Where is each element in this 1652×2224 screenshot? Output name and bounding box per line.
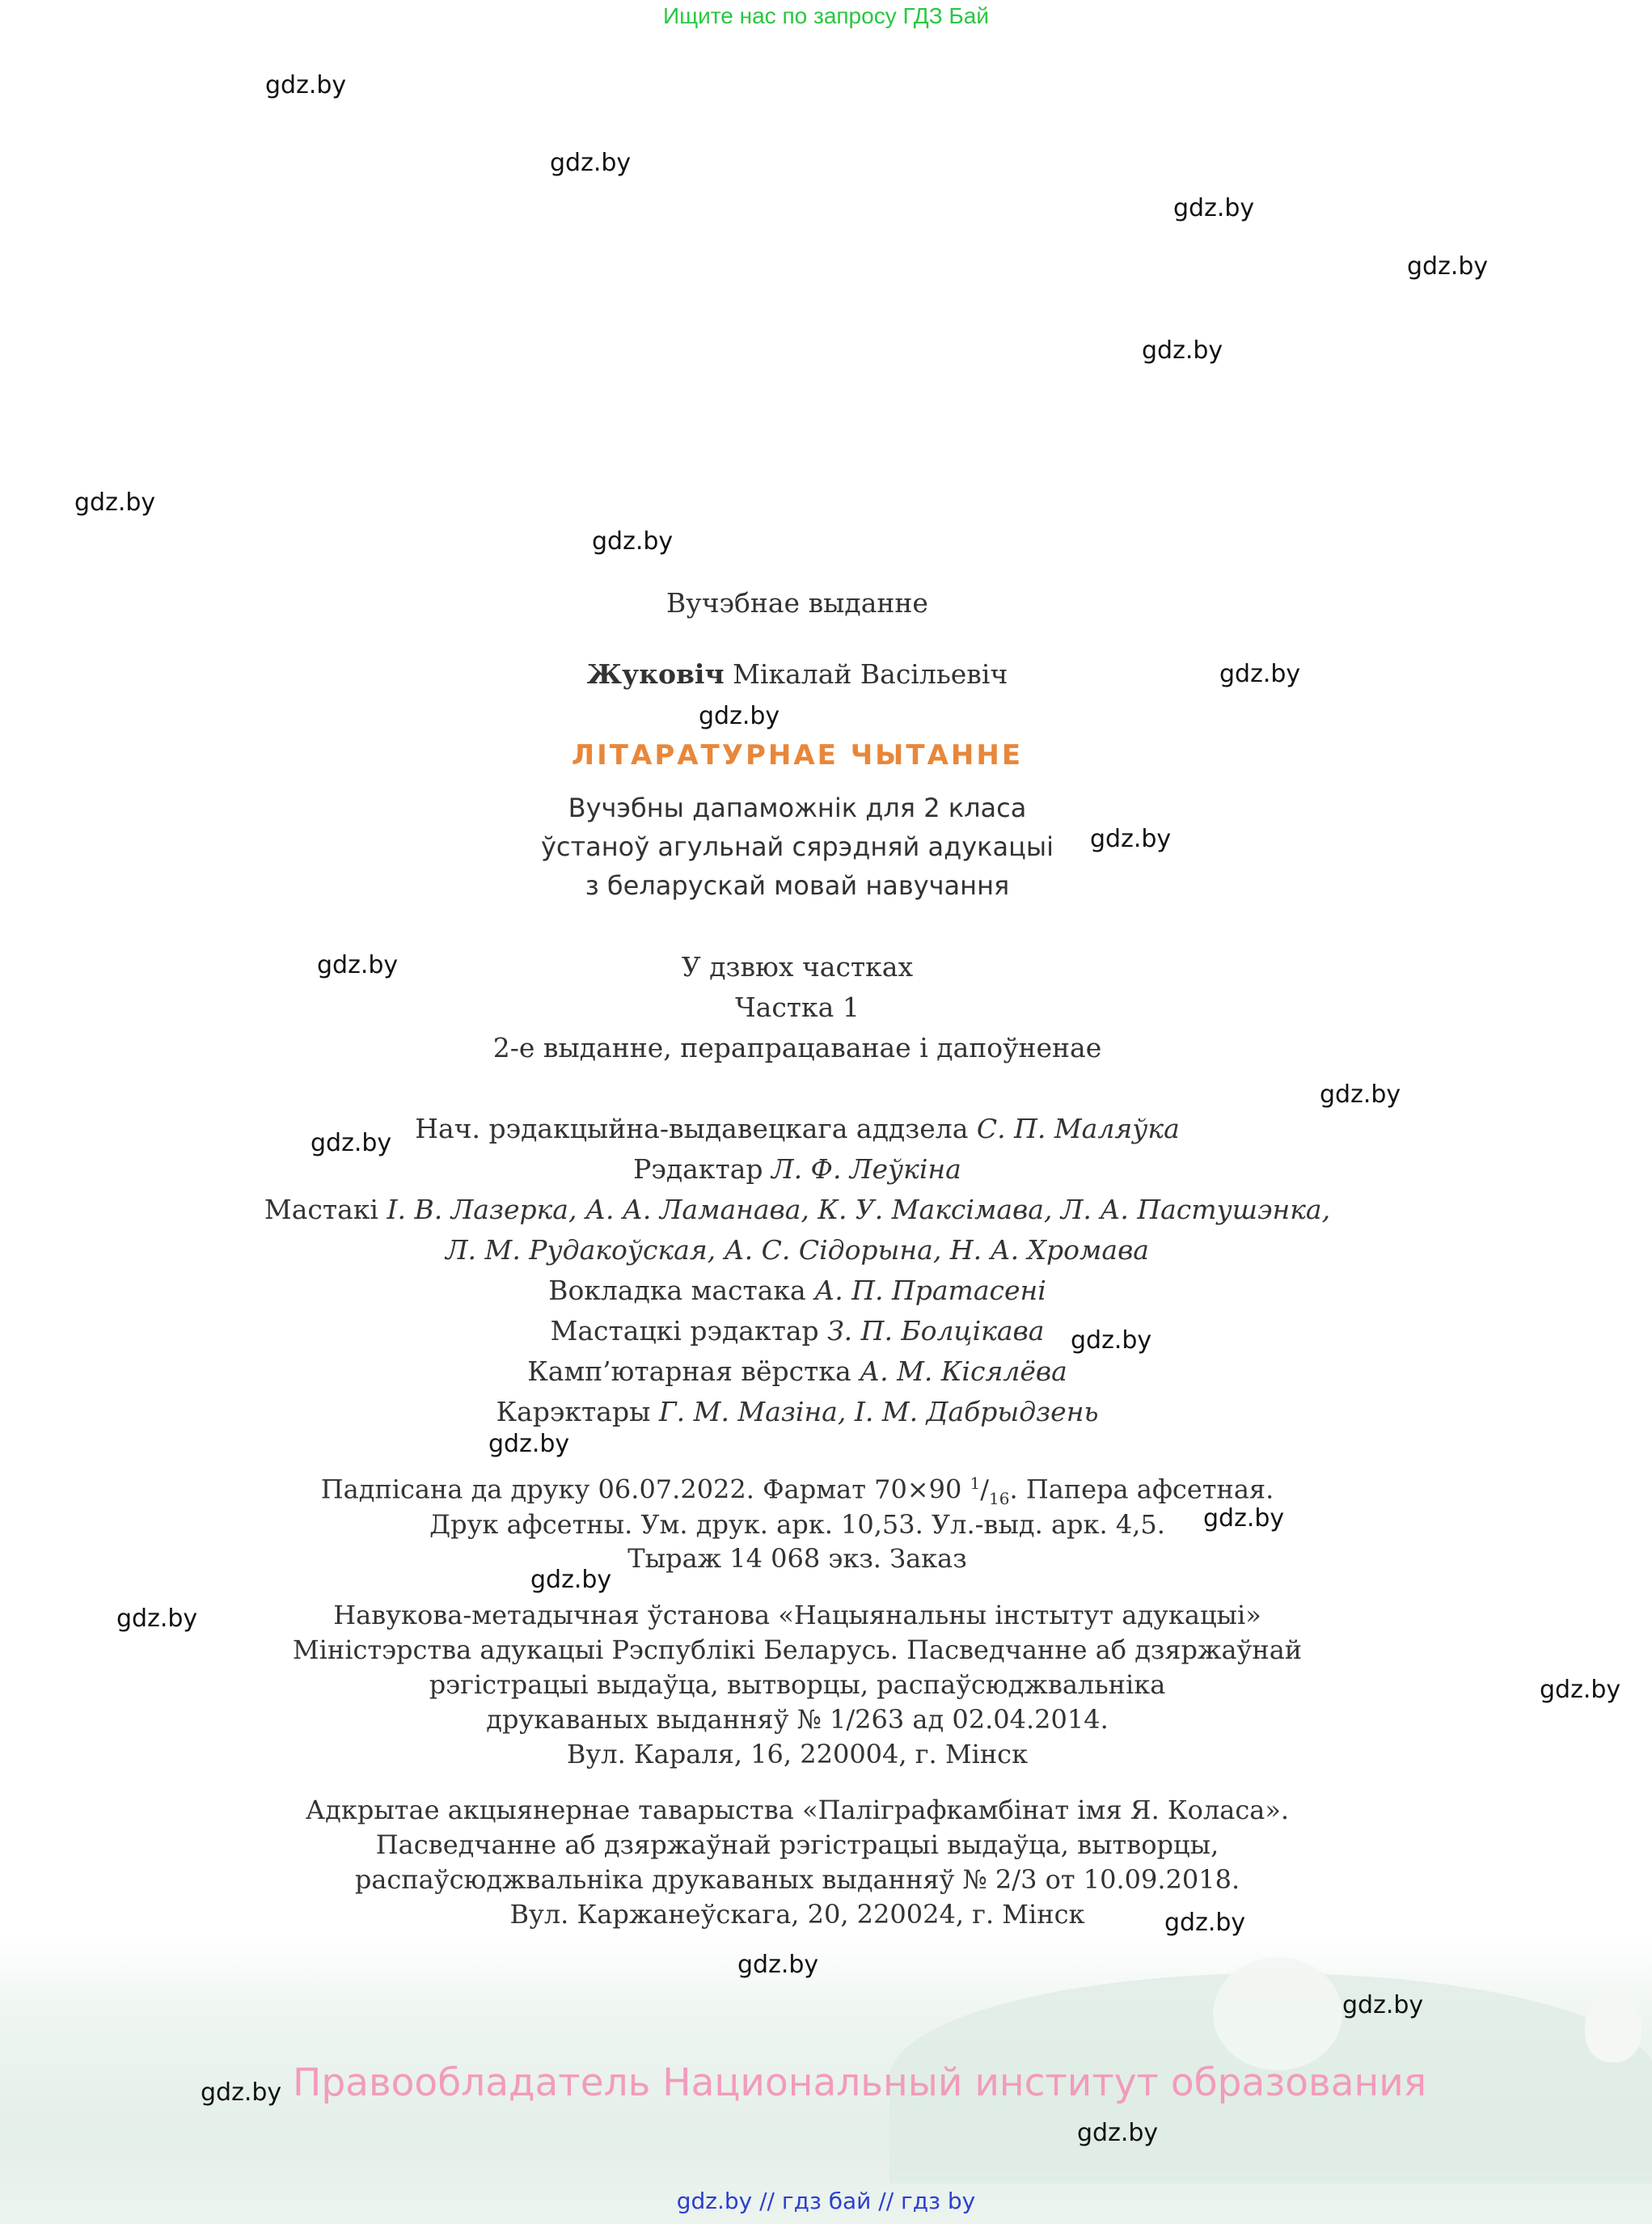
staff-role: Карэктары xyxy=(496,1396,651,1427)
background-spot xyxy=(1213,1957,1342,2070)
staff-line xyxy=(0,1275,1595,1306)
imprint-line: Друк афсетны. Ум. друк. арк. 10,53. Ул.-выд. арк. 4,5. xyxy=(429,1509,1165,1540)
staff-names: І. В. Лазерка, А. А. Ламанава, К. У. Максімава, Л. А. Пастушэнка, xyxy=(387,1194,1331,1225)
printer-line: Пасведчанне аб дзяржаўнай рэгістрацыі выдаўца, вытворцы, xyxy=(375,1829,1219,1860)
watermark: gdz.by xyxy=(265,71,347,99)
edition-type: Вучэбнае выданне xyxy=(666,587,928,619)
watermark: gdz.by xyxy=(1407,252,1489,281)
footer-links[interactable]: gdz.by // гдз бай // гдз by xyxy=(676,2188,976,2214)
edition-note: 2-е выданне, перапрацаванае і дапоўненае xyxy=(492,1032,1102,1063)
publisher-line: Міністэрства адукацыі Рэспублікі Беларусь. Пасведчанне аб дзяржаўнай xyxy=(292,1634,1303,1665)
staff-role: Мастакі xyxy=(264,1194,378,1225)
staff-names: Г. М. Мазіна, І. М. Дабрыдзень xyxy=(658,1396,1099,1427)
staff-role: Нач. рэдакцыйна-выдавецкага аддзела xyxy=(415,1113,969,1144)
author-surname: Жуковіч xyxy=(586,658,725,690)
watermark: gdz.by xyxy=(1203,1504,1285,1533)
publisher-line: Вул. Караля, 16, 220004, г. Мінск xyxy=(566,1739,1029,1769)
book-title: ЛІТАРАТУРНАЕ ЧЫТАННЕ xyxy=(571,739,1024,772)
watermark: gdz.by xyxy=(1219,660,1301,688)
staff-line xyxy=(0,1194,1595,1225)
part-number: Частка 1 xyxy=(735,991,860,1023)
staff-names: А. П. Пратасені xyxy=(814,1275,1046,1306)
staff-role: Мастацкі рэдактар xyxy=(550,1315,819,1347)
publisher-line: друкаваных выданняў № 1/263 ад 02.04.2014. xyxy=(486,1704,1109,1735)
printer-line: Вул. Каржанеўскага, 20, 220024, г. Мінск xyxy=(509,1899,1085,1930)
watermark: gdz.by xyxy=(488,1430,570,1458)
staff-line xyxy=(0,1355,1595,1387)
watermark: gdz.by xyxy=(530,1566,612,1594)
staff-role: Вокладка мастака xyxy=(548,1275,806,1306)
publisher-line: рэгістрацыі выдаўца, вытворцы, распаўсюджвальніка xyxy=(429,1669,1166,1700)
staff-line xyxy=(0,1396,1595,1427)
printer-line: Адкрытае акцыянернае таварыства «Паліграфкамбінат імя Я. Коласа». xyxy=(305,1795,1290,1825)
author-given-name: Мікалай Васільевіч xyxy=(733,658,1008,690)
fraction-numerator: 1 xyxy=(970,1474,981,1493)
staff-names: Л. М. Рудакоўская, А. С. Сідорына, Н. А. Хромава xyxy=(446,1234,1149,1266)
watermark: gdz.by xyxy=(699,702,780,730)
watermark: gdz.by xyxy=(1090,825,1172,853)
imprint-signed xyxy=(0,1474,1595,1508)
watermark: gdz.by xyxy=(592,527,674,556)
watermark: gdz.by xyxy=(1342,1991,1424,2019)
staff-line xyxy=(0,1315,1595,1347)
rights-holder: Правообладатель Национальный институт образования xyxy=(293,2061,1427,2105)
author-line xyxy=(0,658,1595,690)
parts-count: У дзвюх частках xyxy=(681,951,914,983)
watermark: gdz.by xyxy=(74,488,156,517)
watermark: gdz.by xyxy=(317,951,399,979)
printer-line: распаўсюджвальніка друкаваных выданняў № 2/3 от 10.09.2018. xyxy=(354,1864,1240,1895)
subtitle-line: ўстаноў агульнай сярэдняй адукацыі xyxy=(540,831,1054,862)
fraction-slash: / xyxy=(980,1474,990,1505)
watermark: gdz.by xyxy=(1173,194,1255,222)
staff-names: С. П. Маляўка xyxy=(976,1113,1180,1144)
watermark: gdz.by xyxy=(116,1605,198,1633)
imprint-line: Тыраж 14 068 экз. Заказ xyxy=(627,1543,967,1574)
top-banner[interactable]: Ищите нас по запросу ГДЗ Бай xyxy=(662,3,990,28)
watermark: gdz.by xyxy=(1077,2119,1159,2147)
watermark: gdz.by xyxy=(1142,336,1223,365)
subtitle-line: Вучэбны дапаможнік для 2 класа xyxy=(568,793,1027,823)
staff-line xyxy=(0,1234,1595,1266)
watermark: gdz.by xyxy=(1320,1080,1401,1109)
staff-names: З. П. Болцікава xyxy=(827,1315,1045,1347)
watermark: gdz.by xyxy=(737,1951,819,1979)
staff-line xyxy=(0,1113,1595,1144)
imprint-format: Падпісана да друку 06.07.2022. Фармат 70×90 xyxy=(320,1474,962,1505)
watermark: gdz.by xyxy=(1164,1909,1246,1937)
background-spot xyxy=(1585,1998,1641,2062)
watermark: gdz.by xyxy=(201,2078,282,2107)
watermark: gdz.by xyxy=(1540,1676,1621,1704)
fraction-denominator: 16 xyxy=(989,1489,1010,1509)
publisher-line: Навукова-метадычная ўстанова «Нацыянальны інстытут адукацыі» xyxy=(333,1600,1261,1630)
imprint-paper: . Папера афсетная. xyxy=(1009,1474,1274,1505)
staff-role: Рэдактар xyxy=(633,1153,763,1185)
staff-names: Л. Ф. Леўкіна xyxy=(771,1153,961,1185)
watermark: gdz.by xyxy=(1071,1326,1152,1355)
staff-names: А. М. Кісялёва xyxy=(860,1355,1067,1387)
subtitle-line: з беларускай мовай навучання xyxy=(585,870,1010,901)
watermark: gdz.by xyxy=(311,1129,392,1157)
staff-line xyxy=(0,1153,1595,1185)
staff-role: Камп’ютарная вёрстка xyxy=(527,1355,851,1387)
watermark: gdz.by xyxy=(550,149,632,177)
